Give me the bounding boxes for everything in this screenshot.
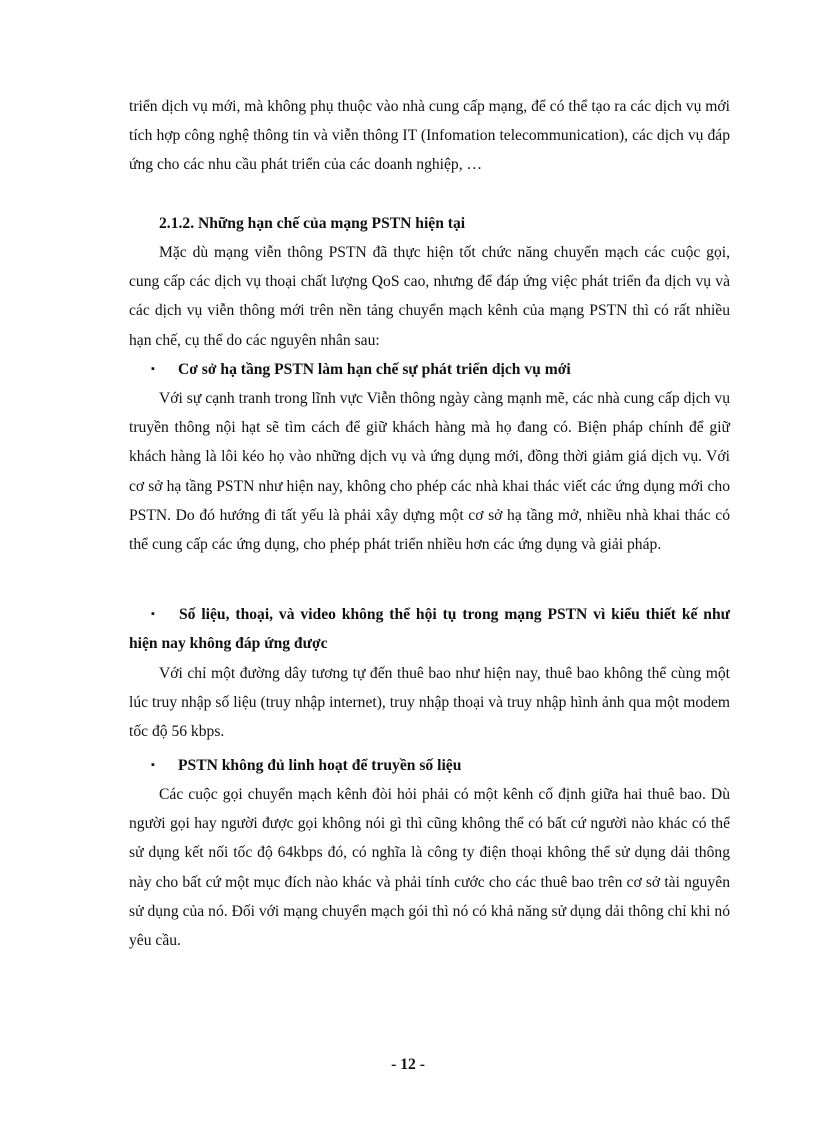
bullet-marker: ▪ xyxy=(151,608,155,620)
bullet-title: PSTN không đủ linh hoạt để truyền số liệu xyxy=(178,757,462,774)
bullet-title: Số liệu, thoại, và video không thể hội tụ trong mạng PSTN vì kiểu thiết kế như hiện nay không đáp ứng được xyxy=(129,606,730,653)
bullet-marker: ▪ xyxy=(151,363,155,375)
bullet-heading-3 xyxy=(151,751,730,780)
bullet-heading-2 xyxy=(129,600,730,658)
bullet-heading-1 xyxy=(151,355,730,384)
page-number: - 12 - xyxy=(391,1056,425,1073)
bullet-marker: ▪ xyxy=(151,759,155,771)
bullet-body-1: Với sự cạnh tranh trong lĩnh vực Viễn thông ngày càng mạnh mẽ, các nhà cung cấp dịch vụ truyền thông nội hạt sẽ tìm cách để giữ khách hàng mà họ đang có. Biện pháp chính để giữ khách hàng là lôi kéo họ vào những dịch vụ và ứng dụng mới, đồng thời giảm giá dịch vụ. Với cơ sở hạ tầng PSTN như hiện nay, không cho phép các nhà khai thác viết các ứng dụng mới cho PSTN. Do đó hướng đi tất yếu là phải xây dựng một cơ sở hạ tầng mở, nhiều nhà khai thác có thể cung cấp các ứng dụng, cho phép phát triển nhiều hơn các ứng dụng và giải pháp. xyxy=(129,390,730,554)
section-intro-paragraph: Mặc dù mạng viễn thông PSTN đã thực hiện tốt chức năng chuyển mạch các cuộc gọi, cung cấp các dịch vụ thoại chất lượng QoS cao, nhưng để đáp ứng việc phát triển đa dịch vụ và các dịch vụ viễn thông mới trên nền tảng chuyển mạch kênh của mạng PSTN thì có rất nhiều hạn chế, cụ thể do các nguyên nhân sau: xyxy=(129,244,730,349)
section-heading: 2.1.2. Những hạn chế của mạng PSTN hiện tại xyxy=(159,215,466,232)
bullet-title: Cơ sở hạ tầng PSTN làm hạn chế sự phát triển dịch vụ mới xyxy=(178,361,571,378)
intro-paragraph: triển dịch vụ mới, mà không phụ thuộc vào nhà cung cấp mạng, để có thể tạo ra các dịch vụ mới tích hợp công nghệ thông tin và viễn thông IT (Infomation telecommunication), các dịch vụ đáp ứng cho các nhu cầu phát triển của các doanh nghiệp, … xyxy=(129,98,730,174)
bullet-body-2: Với chỉ một đường dây tương tự đến thuê bao như hiện nay, thuê bao không thể cùng một lúc truy nhập số liệu (truy nhập internet), truy nhập thoại và truy nhập hình ảnh qua một modem tốc độ 56 kbps. xyxy=(129,665,730,741)
bullet-body-3: Các cuộc gọi chuyển mạch kênh đòi hỏi phải có một kênh cố định giữa hai thuê bao. Dù người gọi hay người được gọi không nói gì thì cũng không thể có bất cứ người nào khác có thể sử dụng kết nối tốc độ 64kbps đó, có nghĩa là công ty điện thoại không thể sử dụng dải thông này cho bất cứ một mục đích nào khác và phải tính cước cho các thuê bao trên cơ sở tài nguyên sử dụng của nó. Đối với mạng chuyển mạch gói thì nó có khả năng sử dụng dải thông chỉ khi nó yêu cầu. xyxy=(129,786,730,950)
